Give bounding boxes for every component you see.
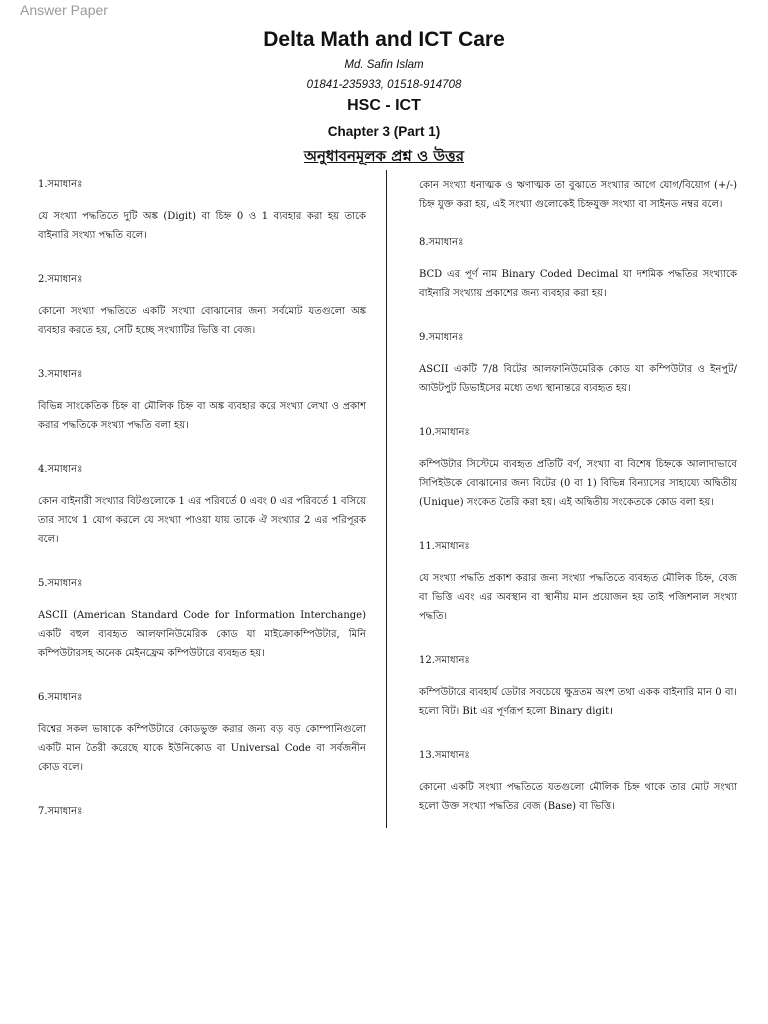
answer-text: যে সংখ্যা পদ্ধতিতে দুটি অঙ্ক (Digit) বা চিহ্ন 0 ও 1 ব্যবহার করা হয় তাকে বাইনারি সংখ্যা পদ্ধতি বলে। (38, 211, 366, 241)
answer-number: 8.সমাধানঃ (419, 237, 464, 248)
column-divider (386, 170, 387, 828)
author-name: Md. Safin Islam (344, 59, 424, 71)
answer-number: 3.সমাধানঃ (38, 369, 83, 380)
answer-item (38, 273, 366, 340)
answer-number: 1.সমাধানঃ (38, 179, 83, 190)
answer-item (419, 426, 737, 512)
answer-text: কম্পিউটার সিস্টেমে ব্যবহৃত প্রতিটি বর্ণ, সংখ্যা বা বিশেষ চিহ্নকে আলাদাভাবে সিপিইউকে বোঝানোর জন্য বিটের (0 বা 1) বিভিন্ন বিন্যাসের সাহায্যে অদ্বিতীয় (Unique) সংকেত তৈরি করা হয়। এই অদ্বিতীয় সংকেতকে কোড বলা হয়। (419, 459, 737, 508)
answer-text: ASCII একটি 7/8 বিটের আলফানিউমেরিক কোড যা কম্পিউটার ও ইনপুট/আউটপুট ডিভাইসের মধ্যে তথ্য স্থানান্তরে ব্যবহৃত হয়। (419, 364, 737, 394)
right-answer-column (419, 176, 737, 844)
answer-text: BCD এর পূর্ণ নাম Binary Coded Decimal যা দশমিক পদ্ধতির সংখ্যাকে বাইনারি সংখ্যায় প্রকাশের জন্য ব্যবহার করা হয়। (419, 269, 737, 299)
answer-number: 6.সমাধানঃ (38, 692, 83, 703)
answer-item (419, 654, 737, 721)
answer-item (38, 805, 366, 819)
answer-number: 2.সমাধানঃ (38, 274, 83, 285)
answer-text: কম্পিউটারে ব্যবহার্য ডেটার সবচেয়ে ক্ষুদ্রতম অংশ তথা একক বাইনারি মান 0 বা। হলো বিট। Bit এর পূর্ণরূপ হলো Binary digit। (419, 687, 737, 717)
answer-text-continued: কোন সংখ্যা ধনাত্মক ও ঋণাত্মক তা বুঝাতে সংখ্যার আগে যোগ/বিয়োগ (+/-) চিহ্ন যুক্ত করা হয়, এই সংখ্যা গুলোকেই চিহ্নযুক্ত সংখ্যা বা সাইনড নম্বর বলে। (419, 180, 737, 210)
qa-section-heading: অনুধাবনমূলক প্রশ্ন ও উত্তর (303, 147, 464, 165)
answer-item (419, 331, 737, 398)
answer-item (38, 691, 366, 777)
chapter-heading: Chapter 3 (Part 1) (327, 124, 441, 139)
answer-item (38, 178, 366, 245)
answer-text: কোনো একটি সংখ্যা পদ্ধতিতে যতগুলো মৌলিক চিহ্ন থাকে তার মোট সংখ্যা হলো উক্ত সংখ্যা পদ্ধতির বেজ (Base) বা ভিত্তি। (419, 782, 737, 812)
answer-number: 10.সমাধানঃ (419, 427, 470, 438)
answer-text: বিভিন্ন সাংকেতিক চিহ্ন বা মৌলিক চিহ্ন বা অঙ্ক ব্যবহার করে সংখ্যা লেখা ও প্রকাশ করার পদ্ধতিকে সংখ্যা পদ্ধতি বলা হয়। (38, 401, 366, 431)
answer-item (38, 463, 366, 549)
answer-number: 7.সমাধানঃ (38, 806, 83, 817)
answer-text: কোন বাইনারী সংখ্যার বিটগুলোকে 1 এর পরিবর্তে 0 এবং 0 এর পরিবর্তে 1 বসিয়ে তার সাথে 1 যোগ করলে যে সংখ্যা পাওয়া যায় তাকে ঐ সংখ্যার 2 এর পরিপূরক বলে। (38, 496, 366, 545)
subject-heading: HSC - ICT (347, 97, 421, 114)
answer-item (38, 368, 366, 435)
answer-number: 5.সমাধানঃ (38, 578, 83, 589)
answer-item (419, 236, 737, 303)
answer-text: যে সংখ্যা পদ্ধতি প্রকাশ করার জন্য সংখ্যা পদ্ধতিতে ব্যবহৃত মৌলিক চিহ্ন, বেজ বা ভিত্তি এবং এর অবস্থান বা স্থানীয় মান প্রয়োজন হয় তাই পজিশনাল সংখ্যা পদ্ধতি। (419, 573, 737, 622)
answer-item (419, 749, 737, 816)
answer-number: 12.সমাধানঃ (419, 655, 470, 666)
answer-item (419, 176, 737, 214)
answer-text: কোনো সংখ্যা পদ্ধতিতে একটি সংখ্যা বোঝানোর জন্য সর্বমোট যতগুলো অঙ্ক ব্যবহার করতে হয়, সেটি হচ্ছে সংখ্যাটির ভিত্তি বা বেজ। (38, 306, 366, 336)
answer-number: 13.সমাধানঃ (419, 750, 470, 761)
answer-item (38, 577, 366, 663)
left-answer-column (38, 178, 366, 847)
answer-text: বিশ্বের সকল ভাষাকে কম্পিউটারে কোডভুক্ত করার জন্য বড় বড় কোম্পানিগুলো একটি মান তৈরী করেছে যাকে ইউনিকোড বা Universal Code বা সর্বজনীন কোড বলে। (38, 724, 366, 773)
contact-phones: 01841-235933, 01518-914708 (306, 79, 462, 91)
answer-item (419, 540, 737, 626)
answer-text: ASCII (American Standard Code for Information Interchange) একটি বহুল ব্যবহৃত আলফানিউমেরিক কোড যা মাইক্রোকম্পিউটার, মিনি কম্পিউটারসহ অনেক মেইনফ্রেম কম্পিউটারে ব্যবহৃত হয়। (38, 610, 366, 659)
document-title: Delta Math and ICT Care (263, 28, 505, 51)
answer-number: 11.সমাধানঃ (419, 541, 470, 552)
answer-number: 9.সমাধানঃ (419, 332, 464, 343)
answer-paper-tag: Answer Paper (20, 2, 108, 18)
answer-number: 4.সমাধানঃ (38, 464, 83, 475)
